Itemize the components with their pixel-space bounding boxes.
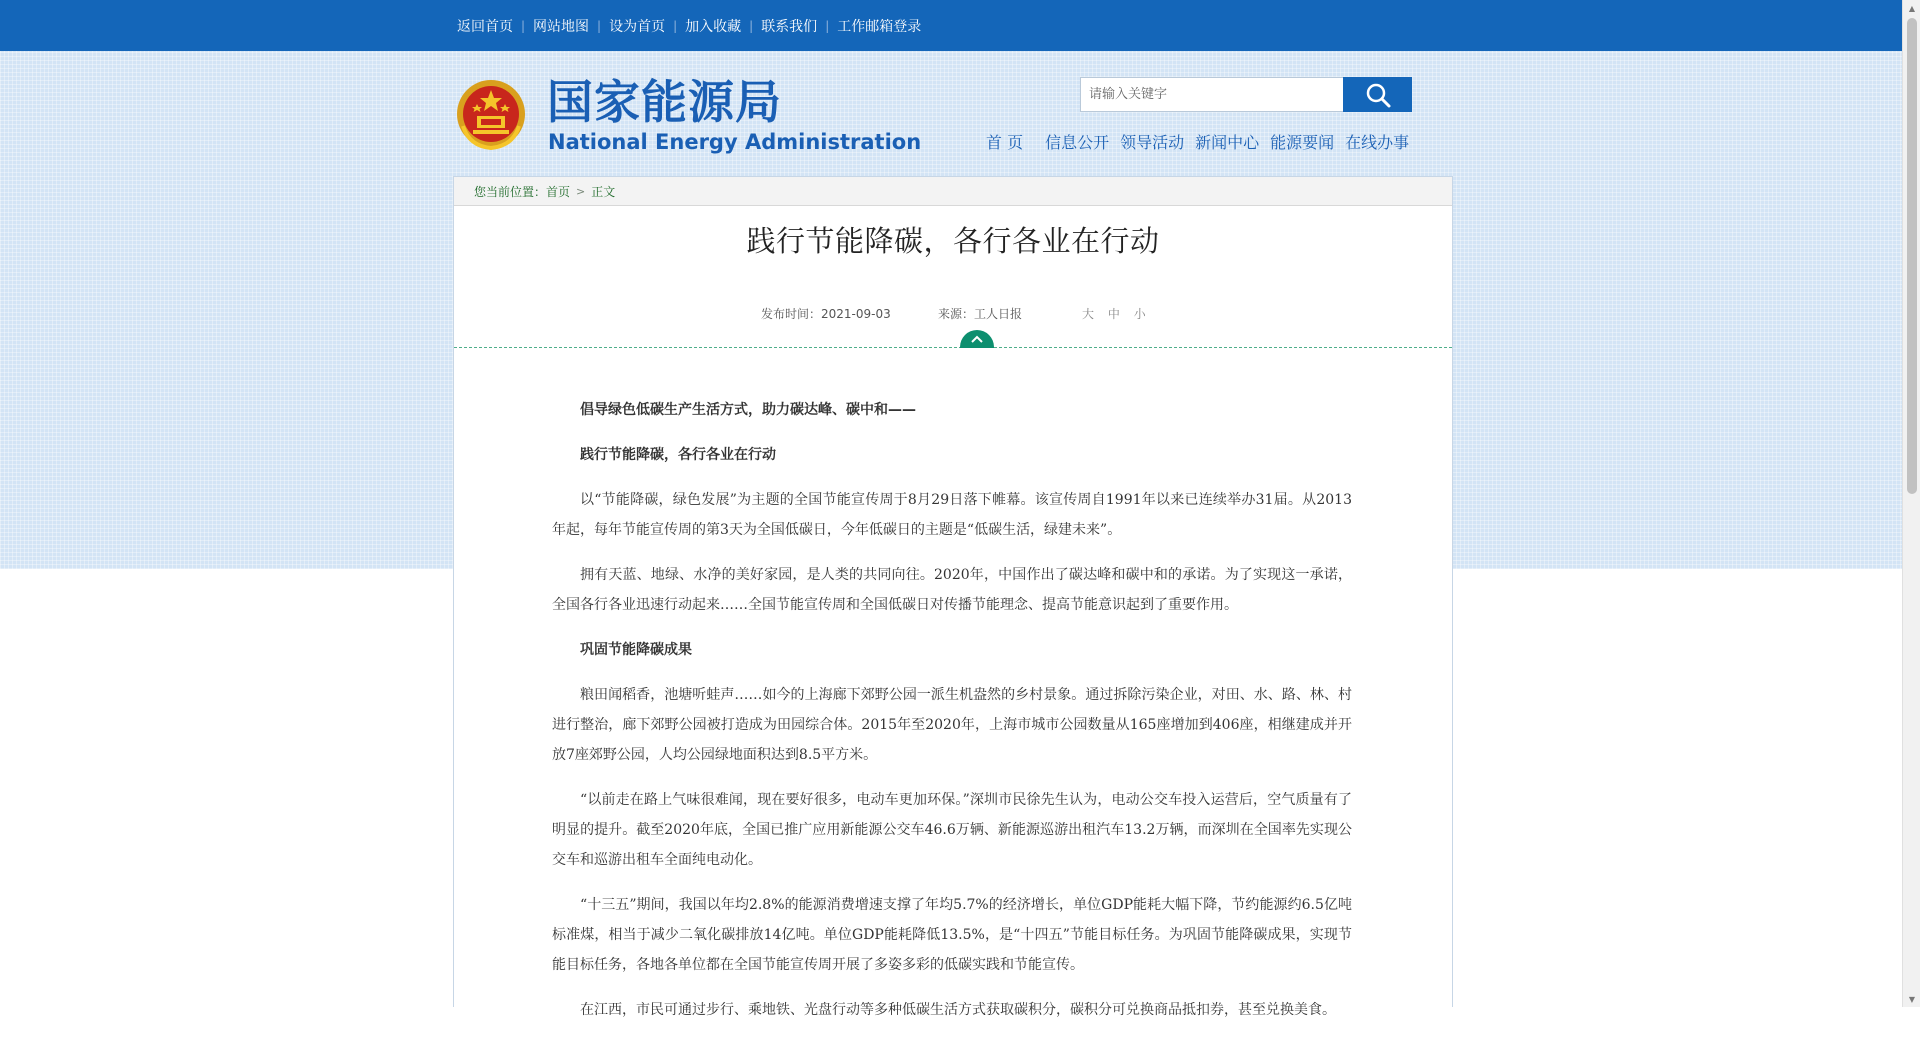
article-subheading: 践行节能降碳，各行各业在行动 <box>580 447 776 463</box>
font-size-large[interactable]: 大 <box>1082 307 1095 321</box>
article-subheading: 倡导绿色低碳生产生活方式，助力碳达峰、碳中和—— <box>580 402 916 418</box>
link-email-login[interactable]: 工作邮箱登录 <box>837 18 922 35</box>
collapse-button[interactable] <box>960 330 994 348</box>
nav-info-disclosure[interactable]: 信息公开 <box>1045 133 1110 152</box>
separator: | <box>521 18 526 33</box>
link-home[interactable]: 返回首页 <box>457 18 513 35</box>
separator: | <box>825 18 830 33</box>
logo-chinese-name: 国家能源局 <box>547 75 782 129</box>
link-sitemap[interactable]: 网站地图 <box>533 18 590 35</box>
separator: | <box>749 18 754 33</box>
chevron-up-icon <box>971 335 983 343</box>
link-set-homepage[interactable]: 设为首页 <box>609 18 666 35</box>
breadcrumb-home[interactable]: 首页 <box>546 184 571 199</box>
search-button[interactable] <box>1343 77 1412 112</box>
scroll-thumb[interactable] <box>1907 18 1917 494</box>
search-icon <box>1365 82 1391 108</box>
article-paragraph: 拥有天蓝、地绿、水净的美好家园，是人类的共同向往。2020年，中国作出了碳达峰和碳中和的承诺。为了实现这一承诺，全国各行各业迅速行动起来……全国节能宣传周和全国低碳日对传播节能理念、提高节能意识起到了重要作用。 <box>552 567 1352 613</box>
font-size-controls <box>1082 305 1156 322</box>
article-paragraph: 以“节能降碳，绿色发展”为主题的全国节能宣传周于8月29日落下帷幕。该宣传周自1991年以来已连续举办31届。从2013年起，每年节能宣传周的第3天为全国低碳日，今年低碳日的主题是“低碳生活，绿建未来”。 <box>552 492 1352 538</box>
article-source: 来源：工人日报 <box>938 307 1023 321</box>
breadcrumb-prefix: 您当前位置： <box>474 184 547 199</box>
search-input[interactable] <box>1080 77 1344 112</box>
article-body <box>552 395 1352 1040</box>
nav-news-center[interactable]: 新闻中心 <box>1195 133 1260 152</box>
chevron-right-icon: > <box>576 184 586 198</box>
nav-online-services[interactable]: 在线办事 <box>1345 133 1410 152</box>
national-emblem-icon <box>455 76 527 150</box>
article-paragraph: 在江西，市民可通过步行、乘地铁、光盘行动等多种低碳生活方式获取碳积分，碳积分可兑换商品抵扣券，甚至兑换美食。 <box>580 1002 1336 1018</box>
main-nav <box>986 130 1420 153</box>
top-bar <box>0 0 1902 51</box>
article-paragraph: “以前走在路上气味很难闻，现在要好很多，电动车更加环保。”深圳市民徐先生认为，电动公交车投入运营后，空气质量有了明显的提升。截至2020年底，全国已推广应用新能源公交车46.6万辆、新能源巡游出租汽车13.2万辆，而深圳在全国率先实现公交车和巡游出租车全面纯电动化。 <box>552 792 1352 868</box>
breadcrumb-current[interactable]: 正文 <box>591 184 616 199</box>
article-paragraph: “十三五”期间，我国以年均2.8%的能源消费增速支撑了年均5.7%的经济增长，单位GDP能耗大幅下降，节约能源约6.5亿吨标准煤，相当于减少二氧化碳排放14亿吨。单位GDP能耗降低13.5%，是“十四五”节能目标任务。为巩固节能降碳成果，实现节能目标任务，各地各单位都在全国节能宣传周开展了多姿多彩的低碳实践和节能宣传。 <box>552 897 1352 973</box>
nav-home[interactable]: 首 页 <box>986 133 1024 152</box>
header-divider <box>454 347 1452 348</box>
nav-energy-news[interactable]: 能源要闻 <box>1270 133 1335 152</box>
article-frame <box>453 176 1453 1018</box>
site-logo[interactable] <box>455 74 922 156</box>
logo-english-name: National Energy Administration <box>548 130 922 154</box>
separator: | <box>597 18 602 33</box>
font-size-small[interactable]: 小 <box>1133 307 1146 321</box>
link-bookmark[interactable]: 加入收藏 <box>685 18 742 35</box>
article-paragraph: 粮田闻稻香，池塘听蛙声……如今的上海廊下郊野公园一派生机盎然的乡村景象。通过拆除污染企业，对田、水、路、林、村进行整治，廊下郊野公园被打造成为田园综合体。2015年至2020年，上海市城市公园数量从165座增加到406座，相继建成并开放7座郊野公园，人均公园绿地面积达到8.5平方米。 <box>552 687 1352 763</box>
nav-leadership[interactable]: 领导活动 <box>1120 133 1185 152</box>
scroll-up-arrow-icon[interactable]: ▲ <box>1908 3 1916 13</box>
publish-time: 发布时间：2021-09-03 <box>761 307 891 321</box>
article-title: 践行节能降碳，各行各业在行动 <box>746 224 1160 258</box>
font-size-medium[interactable]: 中 <box>1107 307 1120 321</box>
link-contact[interactable]: 联系我们 <box>761 18 818 35</box>
article-subheading: 巩固节能降碳成果 <box>580 642 692 658</box>
scroll-down-arrow-icon[interactable]: ▼ <box>1908 994 1916 1004</box>
page-scrollbar[interactable] <box>1902 0 1920 1007</box>
article-meta <box>454 305 1452 325</box>
breadcrumb <box>454 177 1452 206</box>
separator: | <box>673 18 678 33</box>
top-links <box>457 0 929 51</box>
